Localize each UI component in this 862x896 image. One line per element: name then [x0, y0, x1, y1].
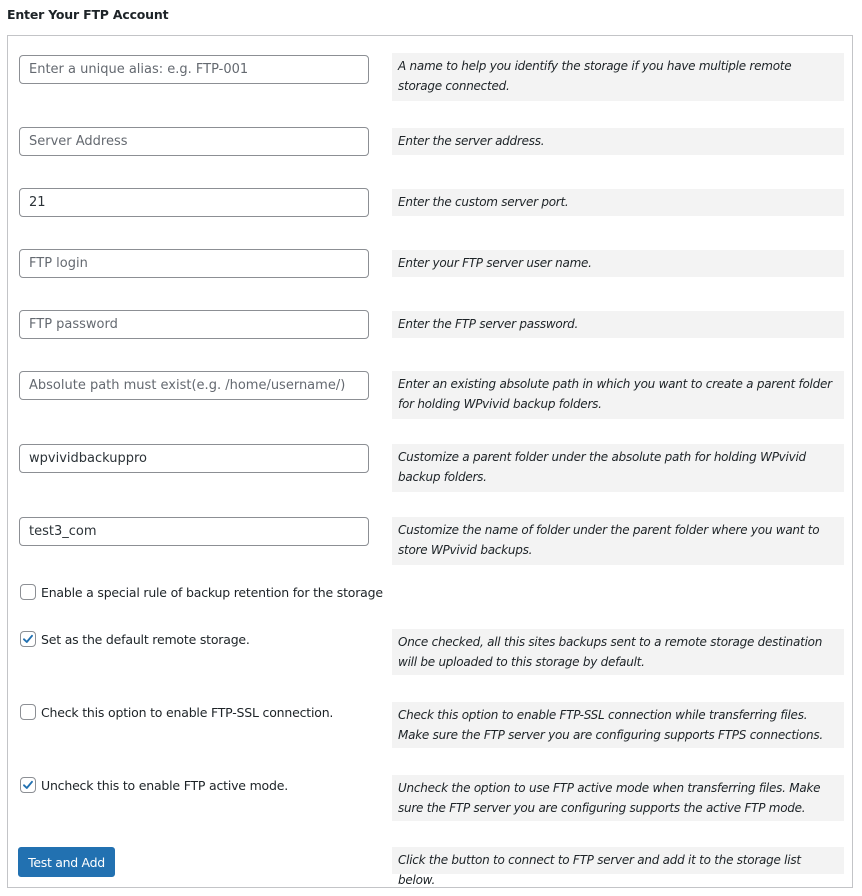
backup-retention-option[interactable] [20, 584, 383, 600]
alias-description: A name to help you identify the storage if you have multiple remote storage connected. [392, 53, 844, 101]
parent-folder-input[interactable] [19, 444, 369, 473]
test-and-add-button[interactable]: Test and Add [18, 847, 115, 877]
server-address-input[interactable] [19, 127, 369, 156]
ftp-login-description: Enter your FTP server user name. [392, 250, 844, 277]
alias-input[interactable] [19, 55, 369, 84]
port-description: Enter the custom server port. [392, 189, 844, 216]
ftp-active-mode-option[interactable] [20, 777, 288, 793]
checkmark-icon [22, 779, 34, 791]
ftp-active-mode-label: Uncheck this to enable FTP active mode. [41, 777, 288, 793]
ftp-ssl-label: Check this option to enable FTP-SSL connection. [41, 704, 334, 720]
ftp-ssl-description: Check this option to enable FTP-SSL connection while transferring files. Make sure the FTP server you are configuring supports FTPS connections. [392, 702, 844, 748]
section-title: Enter Your FTP Account [7, 7, 169, 22]
parent-folder-description: Customize a parent folder under the absolute path for holding WPvivid backup folders. [392, 444, 844, 492]
ftp-password-input[interactable] [19, 310, 369, 339]
ftp-ssl-checkbox[interactable] [20, 704, 36, 720]
folder-name-description: Customize the name of folder under the parent folder where you want to store WPvivid backups. [392, 517, 844, 565]
ftp-active-mode-checkbox[interactable] [20, 777, 36, 793]
default-remote-storage-option[interactable] [20, 631, 250, 647]
absolute-path-input[interactable] [19, 371, 369, 400]
port-input[interactable] [19, 188, 369, 217]
default-remote-storage-checkbox[interactable] [20, 631, 36, 647]
default-remote-storage-description: Once checked, all this sites backups sent to a remote storage destination will be uploaded to this storage by default. [392, 629, 844, 675]
test-and-add-description: Click the button to connect to FTP server and add it to the storage list below. [392, 847, 844, 874]
backup-retention-label: Enable a special rule of backup retention for the storage [41, 584, 383, 600]
folder-name-input[interactable] [19, 517, 369, 546]
ftp-ssl-option[interactable] [20, 704, 333, 720]
checkmark-icon [22, 633, 34, 645]
absolute-path-description: Enter an existing absolute path in which you want to create a parent folder for holding WPvivid backup folders. [392, 371, 844, 419]
ftp-login-input[interactable] [19, 249, 369, 278]
ftp-password-description: Enter the FTP server password. [392, 311, 844, 338]
server-address-description: Enter the server address. [392, 128, 844, 155]
ftp-active-mode-description: Uncheck the option to use FTP active mode when transferring files. Make sure the FTP server you are configuring supports the active FTP mode. [392, 775, 844, 821]
ftp-account-panel [7, 35, 853, 888]
backup-retention-checkbox[interactable] [20, 584, 36, 600]
default-remote-storage-label: Set as the default remote storage. [41, 631, 250, 647]
